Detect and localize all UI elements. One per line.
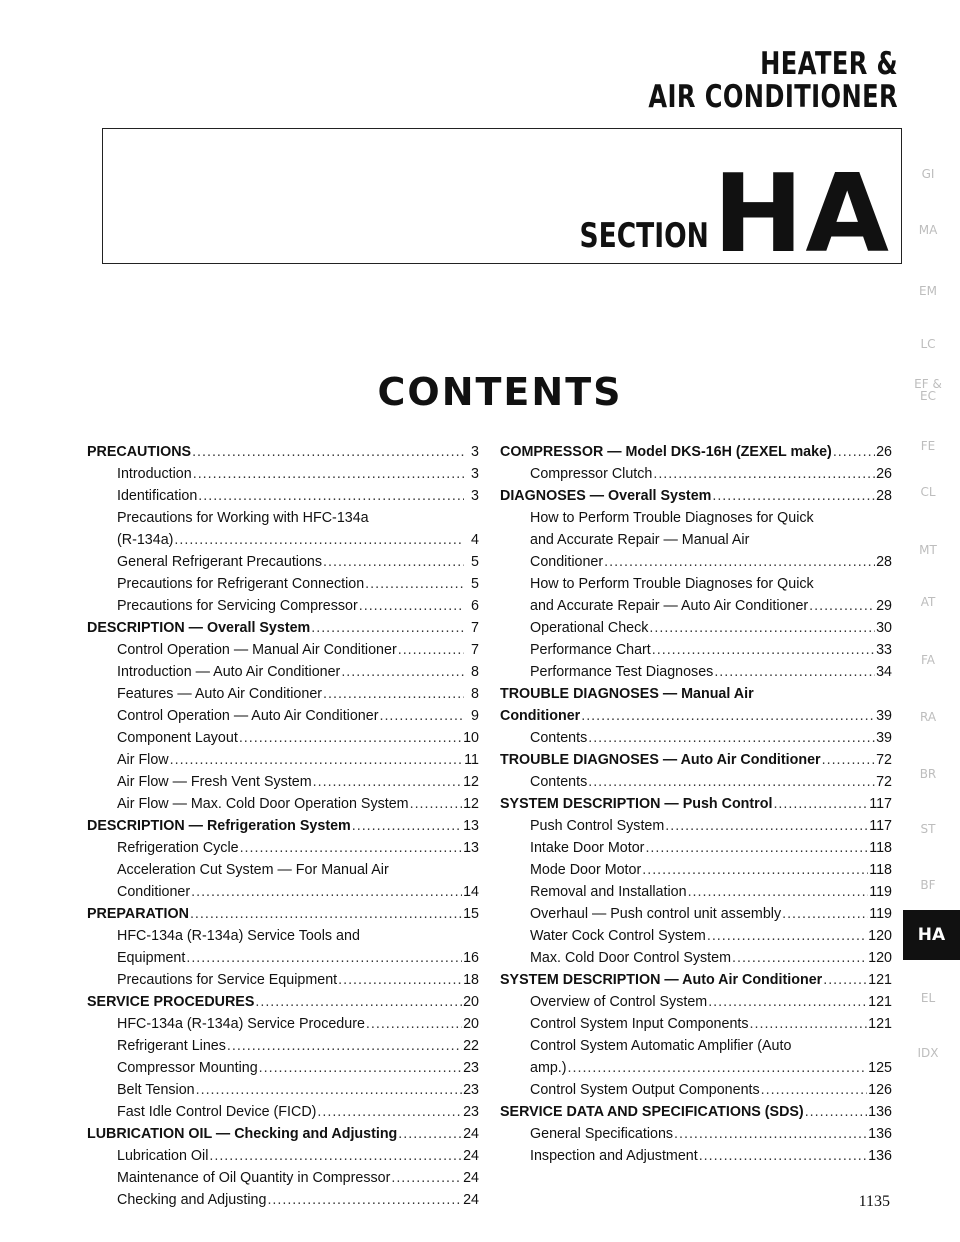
toc-entry-title: Introduction — Auto Air Conditioner xyxy=(117,664,341,680)
toc-entry[interactable] xyxy=(500,485,892,507)
toc-entry[interactable] xyxy=(87,815,479,837)
toc-entry[interactable] xyxy=(500,463,892,485)
dot-leader xyxy=(699,1145,867,1167)
dot-leader xyxy=(782,903,868,925)
toc-entry-page: 11 xyxy=(464,752,479,768)
toc-entry[interactable] xyxy=(87,573,479,595)
toc-entry-page: 20 xyxy=(463,994,479,1010)
toc-entry-lead: How to Perform Trouble Diagnoses for Quick xyxy=(530,510,814,526)
toc-entry-page: 18 xyxy=(463,972,479,988)
toc-entry[interactable] xyxy=(87,1035,479,1057)
dot-leader xyxy=(581,705,875,727)
dot-leader xyxy=(209,1145,462,1167)
title-line-2: AIR CONDITIONER xyxy=(648,79,898,115)
toc-entry-title: Intake Door Motor xyxy=(530,840,645,856)
dot-leader xyxy=(317,1101,462,1123)
toc-entry-title: Features — Auto Air Conditioner xyxy=(117,686,323,702)
toc-right-column xyxy=(500,441,892,1167)
toc-entry-page: 34 xyxy=(876,664,892,680)
toc-entry-page: 13 xyxy=(463,840,479,856)
toc-entry[interactable] xyxy=(87,1123,479,1145)
toc-entry[interactable] xyxy=(87,749,479,771)
dot-leader xyxy=(604,551,875,573)
toc-entry-title: Refrigerant Lines xyxy=(117,1038,226,1054)
section-box xyxy=(102,128,902,277)
toc-entry-page: 15 xyxy=(463,906,479,922)
toc-entry-page: 26 xyxy=(876,444,892,460)
toc-entry[interactable] xyxy=(87,969,479,991)
dot-leader xyxy=(809,595,875,617)
toc-entry[interactable] xyxy=(500,991,892,1013)
toc-entry-page: 119 xyxy=(869,884,892,900)
dot-leader xyxy=(313,771,462,793)
toc-entry-page: 5 xyxy=(471,554,479,570)
dot-leader xyxy=(398,1123,462,1145)
toc-entry-page: 28 xyxy=(876,554,892,570)
section-tab-fa[interactable] xyxy=(903,654,953,666)
toc-entry[interactable] xyxy=(500,1123,892,1145)
toc-entry[interactable] xyxy=(87,705,479,727)
section-tab-at[interactable] xyxy=(903,596,953,608)
toc-entry-title: PREPARATION xyxy=(87,906,189,922)
dot-leader xyxy=(652,639,875,661)
toc-entry-lead: Acceleration Cut System — For Manual Air xyxy=(117,862,389,878)
dot-leader xyxy=(665,815,868,837)
toc-entry-page: 3 xyxy=(471,444,479,460)
toc-entry-title: Contents xyxy=(530,730,588,746)
toc-entry-title: DIAGNOSES — Overall System xyxy=(500,488,712,504)
toc-entry-title: Identification xyxy=(117,488,198,504)
toc-entry-title: Mode Door Motor xyxy=(530,862,642,878)
toc-entry[interactable] xyxy=(87,903,479,925)
toc-entry[interactable] xyxy=(500,749,892,771)
dot-leader xyxy=(259,1057,462,1079)
toc-entry-page: 136 xyxy=(868,1148,892,1164)
section-tab-gi[interactable] xyxy=(903,168,953,180)
section-word: SECTION xyxy=(579,216,709,256)
toc-entry-page: 117 xyxy=(869,818,892,834)
toc-entry[interactable] xyxy=(87,661,479,683)
toc-entry-page: 136 xyxy=(868,1126,892,1142)
toc-entry-page: 120 xyxy=(868,950,892,966)
toc-entry-title: Water Cock Control System xyxy=(530,928,706,944)
toc-entry[interactable] xyxy=(87,1145,479,1167)
toc-entry-title: Conditioner xyxy=(530,554,604,570)
toc-entry-title: Inspection and Adjustment xyxy=(530,1148,698,1164)
toc-entry[interactable] xyxy=(500,507,892,573)
toc-entry[interactable] xyxy=(87,991,479,1013)
section-tab-label: FE xyxy=(920,439,936,453)
toc-entry-title: General Refrigerant Precautions xyxy=(117,554,323,570)
toc-entry-title: Removal and Installation xyxy=(530,884,687,900)
toc-entry[interactable] xyxy=(500,837,892,859)
toc-entry-page: 24 xyxy=(463,1148,479,1164)
toc-entry-title: Checking and Adjusting xyxy=(117,1192,267,1208)
toc-entry-page: 7 xyxy=(471,620,479,636)
toc-entry-title: Contents xyxy=(530,774,588,790)
contents-heading: CONTENTS xyxy=(377,370,623,414)
section-tab-em[interactable] xyxy=(903,285,953,297)
toc-entry-lead: TROUBLE DIAGNOSES — Manual Air xyxy=(500,686,754,702)
toc-entry-title: Lubrication Oil xyxy=(117,1148,209,1164)
toc-entry-lead: Precautions for Working with HFC-134a xyxy=(117,510,369,526)
section-tab-label: EF & xyxy=(914,377,942,391)
dot-leader xyxy=(170,749,464,771)
toc-entry-page: 24 xyxy=(463,1126,479,1142)
toc-entry-page: 33 xyxy=(876,642,892,658)
toc-entry[interactable] xyxy=(500,881,892,903)
toc-entry-title: Precautions for Refrigerant Connection xyxy=(117,576,365,592)
toc-entry[interactable] xyxy=(87,441,479,463)
section-tab-ma[interactable] xyxy=(903,224,953,236)
toc-entry-title: Max. Cold Door Control System xyxy=(530,950,732,966)
toc-entry-page: 72 xyxy=(876,752,892,768)
section-tab-ra[interactable] xyxy=(903,711,953,723)
dot-leader xyxy=(366,1013,462,1035)
dot-leader xyxy=(338,969,462,991)
toc-entry-page: 9 xyxy=(471,708,479,724)
toc-entry-title: Maintenance of Oil Quantity in Compressor xyxy=(117,1170,391,1186)
section-tab-label: FA xyxy=(920,653,935,667)
toc-entry-page: 7 xyxy=(471,642,479,658)
toc-entry-lead: How to Perform Trouble Diagnoses for Quick xyxy=(530,576,814,592)
section-tab-label: GI xyxy=(921,167,935,181)
toc-entry-title: Conditioner xyxy=(500,708,581,724)
toc-entry-title: Air Flow — Fresh Vent System xyxy=(117,774,312,790)
dot-leader xyxy=(674,1123,867,1145)
section-tab-ef[interactable] xyxy=(903,378,953,402)
toc-entry[interactable] xyxy=(87,837,479,859)
toc-entry[interactable] xyxy=(500,925,892,947)
toc-entry[interactable] xyxy=(87,1189,479,1211)
dot-leader xyxy=(193,463,464,485)
toc-entry-page: 24 xyxy=(463,1170,479,1186)
toc-entry-page: 39 xyxy=(876,730,892,746)
dot-leader xyxy=(714,661,875,683)
toc-entry-page: 121 xyxy=(868,994,892,1010)
toc-entry-page: 120 xyxy=(868,928,892,944)
section-tab-br[interactable] xyxy=(903,768,953,780)
dot-leader xyxy=(649,617,875,639)
toc-entry-page: 10 xyxy=(463,730,479,746)
dot-leader xyxy=(642,859,868,881)
toc-entry-page: 126 xyxy=(868,1082,892,1098)
dot-leader xyxy=(198,485,464,507)
section-tab-lc[interactable] xyxy=(903,338,953,350)
section-tab-idx[interactable] xyxy=(903,1047,953,1059)
toc-entry[interactable] xyxy=(500,573,892,617)
dot-leader xyxy=(239,727,462,749)
toc-left-column xyxy=(87,441,479,1211)
section-tab-label: MT xyxy=(919,543,937,557)
section-tab-label: BF xyxy=(920,878,936,892)
toc-entry-page: 121 xyxy=(868,972,892,988)
toc-entry[interactable] xyxy=(500,441,892,463)
section-tab-label: AT xyxy=(920,595,936,609)
toc-entry-title: General Specifications xyxy=(530,1126,674,1142)
toc-entry-title: Air Flow xyxy=(117,752,169,768)
toc-entry-page: 12 xyxy=(463,796,479,812)
toc-entry-page: 3 xyxy=(471,488,479,504)
dot-leader xyxy=(365,573,464,595)
toc-entry-title: Overhaul — Push control unit assembly xyxy=(530,906,782,922)
toc-entry-title: PRECAUTIONS xyxy=(87,444,192,460)
dot-leader xyxy=(398,639,464,661)
toc-entry-title: Operational Check xyxy=(530,620,649,636)
section-tab-mt[interactable] xyxy=(903,544,953,556)
toc-entry-page: 26 xyxy=(876,466,892,482)
dot-leader xyxy=(588,771,875,793)
toc-entry[interactable] xyxy=(500,1101,892,1123)
toc-entry-title: Compressor Clutch xyxy=(530,466,653,482)
toc-entry[interactable] xyxy=(500,1079,892,1101)
toc-entry-page: 22 xyxy=(463,1038,479,1054)
toc-entry-title: Precautions for Service Equipment xyxy=(117,972,338,988)
toc-entry[interactable] xyxy=(500,1013,892,1035)
dot-leader xyxy=(410,793,463,815)
toc-entry-title: amp.) xyxy=(530,1060,567,1076)
toc-entry-title: Component Layout xyxy=(117,730,238,746)
toc-entry[interactable] xyxy=(500,617,892,639)
toc-entry-title: Control Operation — Manual Air Conditioner xyxy=(117,642,397,658)
toc-entry[interactable] xyxy=(500,815,892,837)
section-tab-label: RA xyxy=(919,710,937,724)
toc-entry-page: 14 xyxy=(463,884,479,900)
page-title xyxy=(648,48,898,114)
dot-leader xyxy=(311,617,464,639)
section-tab-label: EC xyxy=(920,389,936,403)
dot-leader xyxy=(653,463,875,485)
toc-entry[interactable] xyxy=(87,1057,479,1079)
toc-entry[interactable] xyxy=(87,925,479,969)
toc-entry[interactable] xyxy=(87,1013,479,1035)
toc-entry[interactable] xyxy=(87,683,479,705)
toc-entry[interactable] xyxy=(500,969,892,991)
dot-leader xyxy=(192,441,464,463)
toc-entry-title: Refrigeration Cycle xyxy=(117,840,239,856)
section-tab-label: BR xyxy=(919,767,937,781)
toc-entry-lead: HFC-134a (R-134a) Service Tools and xyxy=(117,928,360,944)
toc-entry-title: Conditioner xyxy=(117,884,191,900)
toc-entry-page: 16 xyxy=(463,950,479,966)
toc-entry-page: 39 xyxy=(876,708,892,724)
section-code: HA xyxy=(713,152,891,277)
toc-entry[interactable] xyxy=(87,859,479,903)
toc-entry-page: 23 xyxy=(463,1104,479,1120)
toc-entry-title: Compressor Mounting xyxy=(117,1060,258,1076)
toc-entry[interactable] xyxy=(500,947,892,969)
toc-entry[interactable] xyxy=(87,1079,479,1101)
toc-entry-title: (R-134a) xyxy=(117,532,174,548)
toc-entry-title: SERVICE DATA AND SPECIFICATIONS (SDS) xyxy=(500,1104,804,1120)
dot-leader xyxy=(732,947,867,969)
toc-entry[interactable] xyxy=(87,463,479,485)
toc-entry[interactable] xyxy=(500,639,892,661)
dot-leader xyxy=(750,1013,868,1035)
toc-entry[interactable] xyxy=(87,551,479,573)
dot-leader xyxy=(196,1079,462,1101)
section-tab-label: MA xyxy=(918,223,938,237)
toc-entry[interactable] xyxy=(500,771,892,793)
toc-entry-page: 24 xyxy=(463,1192,479,1208)
dot-leader xyxy=(379,705,464,727)
dot-leader xyxy=(186,947,462,969)
toc-entry-page: 118 xyxy=(869,840,892,856)
toc-entry[interactable] xyxy=(500,1145,892,1167)
toc-entry[interactable] xyxy=(500,903,892,925)
toc-entry-page: 72 xyxy=(876,774,892,790)
toc-entry-title: LUBRICATION OIL — Checking and Adjusting xyxy=(87,1126,398,1142)
toc-entry-page: 8 xyxy=(471,686,479,702)
toc-entry-lead: and Accurate Repair — Manual Air xyxy=(530,532,750,548)
toc-entry-page: 6 xyxy=(471,598,479,614)
toc-entry[interactable] xyxy=(500,661,892,683)
dot-leader xyxy=(822,749,875,771)
toc-entry-title: Push Control System xyxy=(530,818,665,834)
section-tab-label: LC xyxy=(920,337,936,351)
toc-entry[interactable] xyxy=(500,1035,892,1079)
toc-entry-title: Introduction xyxy=(117,466,192,482)
toc-entry-title: Belt Tension xyxy=(117,1082,195,1098)
title-line-1: HEATER & xyxy=(760,46,898,82)
toc-entry[interactable] xyxy=(87,793,479,815)
dot-leader xyxy=(707,925,867,947)
toc-entry-title: Equipment xyxy=(117,950,186,966)
dot-leader xyxy=(588,727,875,749)
toc-entry-page: 23 xyxy=(463,1082,479,1098)
toc-entry-page: 28 xyxy=(876,488,892,504)
dot-leader xyxy=(240,837,463,859)
toc-entry-page: 136 xyxy=(868,1104,892,1120)
dot-leader xyxy=(174,529,464,551)
toc-entry[interactable] xyxy=(87,1167,479,1189)
toc-entry-title: SYSTEM DESCRIPTION — Auto Air Conditioner xyxy=(500,972,823,988)
section-tab-bf[interactable] xyxy=(903,879,953,891)
toc-entry-title: DESCRIPTION — Refrigeration System xyxy=(87,818,351,834)
toc-entry[interactable] xyxy=(87,771,479,793)
dot-leader xyxy=(688,881,869,903)
toc-entry[interactable] xyxy=(500,727,892,749)
dot-leader xyxy=(191,881,462,903)
toc-entry[interactable] xyxy=(87,595,479,617)
toc-entry[interactable] xyxy=(87,485,479,507)
toc-entry-page: 12 xyxy=(463,774,479,790)
section-tab-label: HA xyxy=(917,925,946,945)
toc-entry-page: 125 xyxy=(868,1060,892,1076)
toc-entry[interactable] xyxy=(500,683,892,727)
toc-entry[interactable] xyxy=(87,727,479,749)
dot-leader xyxy=(568,1057,868,1079)
dot-leader xyxy=(805,1101,867,1123)
toc-entry-title: Precautions for Servicing Compressor xyxy=(117,598,358,614)
toc-entry-page: 4 xyxy=(471,532,479,548)
toc-entry-title: Performance Test Diagnoses xyxy=(530,664,714,680)
section-tab-label: EM xyxy=(919,284,937,298)
dot-leader xyxy=(712,485,875,507)
toc-entry-page: 117 xyxy=(869,796,892,812)
toc-entry-title: Control System Output Components xyxy=(530,1082,760,1098)
section-tab-label: CL xyxy=(920,485,936,499)
dot-leader xyxy=(823,969,867,991)
toc-entry-page: 29 xyxy=(876,598,892,614)
page-number: 1135 xyxy=(858,1193,890,1210)
toc-entry[interactable] xyxy=(500,859,892,881)
toc-entry-title: COMPRESSOR — Model DKS-16H (ZEXEL make) xyxy=(500,444,832,460)
section-tab-ha[interactable] xyxy=(903,910,960,960)
toc-entry-page: 30 xyxy=(876,620,892,636)
toc-entry[interactable] xyxy=(500,793,892,815)
dot-leader xyxy=(359,595,464,617)
dot-leader xyxy=(267,1189,462,1211)
toc-entry-page: 119 xyxy=(869,906,892,922)
dot-leader xyxy=(761,1079,867,1101)
toc-entry-title: Performance Chart xyxy=(530,642,651,658)
dot-leader xyxy=(645,837,868,859)
toc-entry-page: 13 xyxy=(463,818,479,834)
toc-entry-page: 3 xyxy=(471,466,479,482)
dot-leader xyxy=(190,903,462,925)
toc-entry[interactable] xyxy=(87,507,479,551)
toc-entry-page: 8 xyxy=(471,664,479,680)
section-tab-fe[interactable] xyxy=(903,440,953,452)
toc-entry-page: 118 xyxy=(869,862,892,878)
section-tab-label: IDX xyxy=(917,1046,939,1060)
toc-entry-page: 5 xyxy=(471,576,479,592)
section-tab-el[interactable] xyxy=(903,992,953,1004)
dot-leader xyxy=(708,991,867,1013)
section-tab-label: EL xyxy=(920,991,936,1005)
toc-entry-title: TROUBLE DIAGNOSES — Auto Air Conditioner xyxy=(500,752,821,768)
dot-leader xyxy=(323,551,464,573)
toc-entry-title: Fast Idle Control Device (FICD) xyxy=(117,1104,317,1120)
dot-leader xyxy=(255,991,462,1013)
toc-entry-title: DESCRIPTION — Overall System xyxy=(87,620,311,636)
toc-entry-title: SERVICE PROCEDURES xyxy=(87,994,255,1010)
toc-entry-title: and Accurate Repair — Auto Air Conditioner xyxy=(530,598,809,614)
dot-leader xyxy=(323,683,464,705)
dot-leader xyxy=(773,793,868,815)
toc-entry-page: 23 xyxy=(463,1060,479,1076)
dot-leader xyxy=(391,1167,462,1189)
dot-leader xyxy=(227,1035,462,1057)
section-tab-label: ST xyxy=(920,822,936,836)
toc-entry[interactable] xyxy=(87,617,479,639)
section-tab-cl[interactable] xyxy=(903,486,953,498)
toc-entry-lead: Control System Automatic Amplifier (Auto xyxy=(530,1038,792,1054)
toc-entry-title: Overview of Control System xyxy=(530,994,708,1010)
toc-entry[interactable] xyxy=(87,639,479,661)
toc-entry-title: Control System Input Components xyxy=(530,1016,749,1032)
toc-entry-title: Control Operation — Auto Air Conditioner xyxy=(117,708,379,724)
toc-entry-title: Air Flow — Max. Cold Door Operation System xyxy=(117,796,409,812)
dot-leader xyxy=(833,441,875,463)
dot-leader xyxy=(341,661,464,683)
toc-entry-title: HFC-134a (R-134a) Service Procedure xyxy=(117,1016,365,1032)
section-tab-st[interactable] xyxy=(903,823,953,835)
dot-leader xyxy=(352,815,462,837)
toc-entry-title: SYSTEM DESCRIPTION — Push Control xyxy=(500,796,773,812)
toc-entry[interactable] xyxy=(87,1101,479,1123)
toc-entry-page: 20 xyxy=(463,1016,479,1032)
toc-entry-page: 121 xyxy=(868,1016,892,1032)
